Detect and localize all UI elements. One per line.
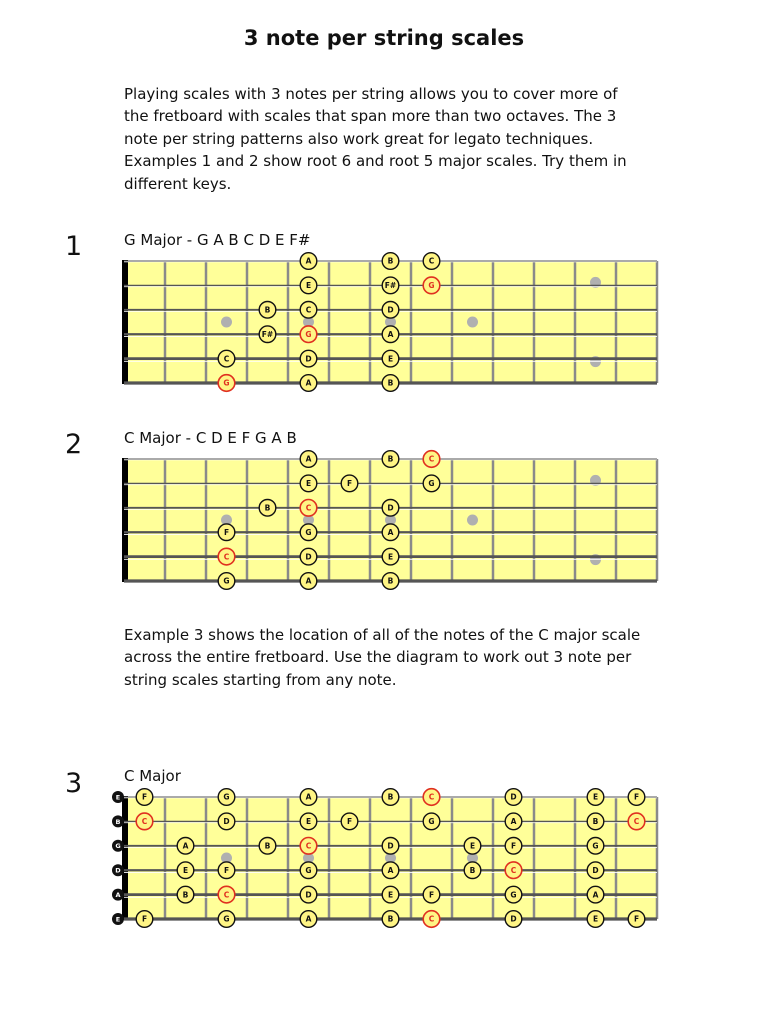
note-marker [259, 302, 276, 319]
note-name: A [387, 329, 394, 339]
note-name: C [428, 914, 435, 924]
note-name: E [469, 841, 476, 851]
note-name: F [428, 890, 435, 900]
note-name: A [305, 378, 312, 388]
note-marker [300, 451, 317, 468]
note-name: G [305, 865, 312, 875]
nut [122, 796, 128, 920]
note-name: D [305, 890, 312, 900]
note-name: E [387, 552, 394, 562]
note-marker [218, 911, 235, 928]
note-marker [300, 886, 317, 903]
open-string-label [112, 791, 124, 803]
example-1-fretboard [104, 250, 684, 400]
note-name: F# [261, 329, 274, 339]
note-marker [300, 375, 317, 392]
open-string-name: B [115, 817, 121, 826]
note-name: G [305, 329, 312, 339]
root-note-marker [218, 548, 235, 565]
note-marker [505, 886, 522, 903]
note-name: D [387, 503, 394, 513]
note-marker [423, 813, 440, 830]
note-marker [300, 813, 317, 830]
open-string-label [112, 815, 124, 827]
note-marker [382, 500, 399, 517]
note-name: F [141, 914, 148, 924]
note-name: A [182, 841, 189, 851]
note-name: C [223, 552, 230, 562]
open-string-label [112, 913, 124, 925]
open-string-name: E [115, 915, 121, 924]
note-name: C [305, 503, 312, 513]
note-marker [464, 862, 481, 879]
note-marker [136, 911, 153, 928]
note-name: D [305, 552, 312, 562]
open-string-name: D [115, 866, 121, 875]
example-3-label: C Major [124, 767, 181, 785]
open-string-label [112, 840, 124, 852]
note-marker [177, 862, 194, 879]
note-marker [300, 524, 317, 541]
note-marker [382, 789, 399, 806]
note-marker [587, 862, 604, 879]
note-marker [382, 277, 399, 294]
note-name: G [592, 841, 599, 851]
open-string-name: G [115, 842, 121, 851]
fret-inlay-dot [590, 475, 601, 486]
note-name: D [305, 354, 312, 364]
note-name: A [592, 890, 599, 900]
note-marker [423, 475, 440, 492]
note-name: E [592, 792, 599, 802]
note-name: D [510, 914, 517, 924]
note-name: E [305, 817, 312, 827]
note-marker [300, 302, 317, 319]
note-marker [218, 813, 235, 830]
note-name: G [428, 479, 435, 489]
note-name: C [428, 256, 435, 266]
note-name: E [305, 281, 312, 291]
note-marker [505, 911, 522, 928]
note-marker [300, 277, 317, 294]
open-string-name: E [115, 793, 121, 802]
note-name: G [428, 281, 435, 291]
note-name: C [428, 454, 435, 464]
example-2-number: 2 [65, 429, 83, 460]
note-name: B [387, 378, 394, 388]
note-marker [300, 789, 317, 806]
nut [122, 260, 128, 384]
note-name: C [428, 792, 435, 802]
note-name: A [305, 256, 312, 266]
note-marker [136, 789, 153, 806]
note-marker [177, 838, 194, 855]
note-name: C [223, 890, 230, 900]
note-marker [628, 789, 645, 806]
note-name: C [141, 817, 148, 827]
note-name: A [510, 817, 517, 827]
root-note-marker [300, 500, 317, 517]
note-marker [382, 375, 399, 392]
note-name: A [305, 454, 312, 464]
note-name: F [510, 841, 517, 851]
example-2-label: C Major - C D E F G A B [124, 429, 297, 447]
note-name: F [223, 865, 230, 875]
note-name: C [305, 841, 312, 851]
root-note-marker [218, 375, 235, 392]
open-string-label [112, 889, 124, 901]
root-note-marker [300, 838, 317, 855]
note-marker [300, 911, 317, 928]
note-name: B [264, 503, 271, 513]
open-string-label [112, 864, 124, 876]
note-name: F [633, 792, 640, 802]
nut [122, 458, 128, 582]
note-marker [259, 500, 276, 517]
note-marker [382, 886, 399, 903]
root-note-marker [628, 813, 645, 830]
note-marker [218, 789, 235, 806]
note-marker [218, 350, 235, 367]
note-name: C [305, 305, 312, 315]
note-name: E [305, 479, 312, 489]
note-marker [218, 573, 235, 590]
note-name: F [223, 527, 230, 537]
note-marker [177, 886, 194, 903]
root-note-marker [423, 277, 440, 294]
example-3-number: 3 [65, 768, 83, 799]
intro-paragraph: Playing scales with 3 notes per string allows you to cover more of the fretboard with scales that span more than two octaves. The 3 note per string patterns also work great for legato techniques. Examples 1 and 2 show root 6 and root 5 major scales. Try them in different keys. [124, 85, 627, 193]
note-name: E [387, 354, 394, 364]
note-name: B [264, 305, 271, 315]
note-name: G [223, 792, 230, 802]
note-name: G [305, 527, 312, 537]
example-1-number: 1 [65, 231, 83, 262]
page-title: 3 note per string scales [243, 26, 525, 50]
note-marker [587, 911, 604, 928]
fret-inlay-dot [221, 317, 232, 328]
note-name: G [510, 890, 517, 900]
note-name: A [387, 865, 394, 875]
note-marker [587, 838, 604, 855]
note-name: G [223, 576, 230, 586]
note-marker [300, 350, 317, 367]
note-name: B [387, 576, 394, 586]
note-marker [341, 813, 358, 830]
note-marker [382, 524, 399, 541]
note-marker [382, 253, 399, 270]
note-marker [382, 911, 399, 928]
note-name: D [592, 865, 599, 875]
example-2-fretboard [104, 448, 684, 598]
note-name: E [592, 914, 599, 924]
fret-inlay-dot [467, 515, 478, 526]
note-name: E [182, 865, 189, 875]
note-name: D [387, 841, 394, 851]
note-marker [259, 326, 276, 343]
note-marker [423, 253, 440, 270]
root-note-marker [423, 451, 440, 468]
note-marker [382, 302, 399, 319]
note-marker [300, 475, 317, 492]
note-name: F# [384, 281, 397, 291]
example-1-label: G Major - G A B C D E F# [124, 231, 311, 249]
note-marker [218, 862, 235, 879]
note-marker [300, 253, 317, 270]
note-marker [423, 886, 440, 903]
note-marker [382, 451, 399, 468]
example-3-description: Example 3 shows the location of all of the notes of the C major scale across the entire fretboard. Use the diagram to work out 3 note per string scales starting from any note. [124, 626, 641, 689]
note-marker [382, 838, 399, 855]
note-marker [628, 911, 645, 928]
root-note-marker [218, 886, 235, 903]
root-note-marker [423, 789, 440, 806]
note-name: B [387, 914, 394, 924]
note-marker [382, 548, 399, 565]
note-marker [300, 862, 317, 879]
note-name: B [387, 454, 394, 464]
note-name: A [387, 527, 394, 537]
root-note-marker [136, 813, 153, 830]
note-marker [505, 789, 522, 806]
note-marker [505, 838, 522, 855]
open-string-name: A [115, 891, 121, 899]
note-marker [218, 524, 235, 541]
note-name: B [387, 256, 394, 266]
note-name: C [223, 354, 230, 364]
note-name: B [469, 865, 476, 875]
note-marker [300, 548, 317, 565]
note-marker [505, 813, 522, 830]
fret-inlay-dot [467, 317, 478, 328]
note-name: B [264, 841, 271, 851]
note-name: F [346, 479, 353, 489]
note-marker [382, 326, 399, 343]
note-marker [587, 886, 604, 903]
note-name: B [592, 817, 599, 827]
note-name: G [223, 914, 230, 924]
note-marker [259, 838, 276, 855]
note-marker [341, 475, 358, 492]
note-marker [300, 573, 317, 590]
note-name: G [428, 817, 435, 827]
note-marker [382, 573, 399, 590]
note-name: A [305, 576, 312, 586]
note-name: C [633, 817, 640, 827]
root-note-marker [423, 911, 440, 928]
note-name: F [633, 914, 640, 924]
note-marker [464, 838, 481, 855]
example-3-fretboard [104, 786, 684, 936]
note-name: B [387, 792, 394, 802]
note-name: A [305, 792, 312, 802]
note-name: G [223, 378, 230, 388]
root-note-marker [505, 862, 522, 879]
note-name: D [387, 305, 394, 315]
note-marker [382, 350, 399, 367]
root-note-marker [300, 326, 317, 343]
note-marker [587, 789, 604, 806]
note-name: C [510, 865, 517, 875]
note-name: F [141, 792, 148, 802]
note-name: B [182, 890, 189, 900]
note-name: A [305, 914, 312, 924]
fret-inlay-dot [590, 277, 601, 288]
note-name: D [510, 792, 517, 802]
note-marker [382, 862, 399, 879]
note-name: F [346, 817, 353, 827]
note-name: E [387, 890, 394, 900]
note-name: D [223, 817, 230, 827]
note-marker [587, 813, 604, 830]
